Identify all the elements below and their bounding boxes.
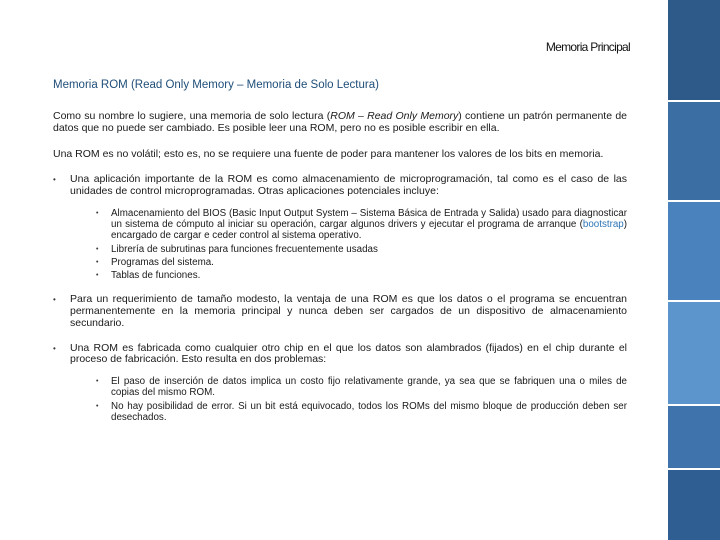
rom-acronym-italic: ROM – Read Only Memory [330, 110, 459, 122]
sub-bullet-dot: • [96, 258, 99, 266]
side-tile [668, 470, 720, 540]
sub-bullet-dot: • [96, 378, 99, 386]
sub-bullet-item [96, 243, 627, 255]
bootstrap-keyword: bootstrap [582, 219, 624, 231]
sub-bullet-dot: • [96, 209, 99, 217]
side-tile [668, 102, 720, 200]
bullet-text: Una ROM es fabricada como cualquier otro chip en el que los datos son alambrados (fijados) en el chip durante el proceso de fabricación. Esto resulta en dos problemas: [70, 341, 627, 366]
bullet-text: Una aplicación importante de la ROM es como almacenamiento de microprogramación, tal como es el caso de las unidades de control microprogramadas. Otras aplicaciones potenciales incluye: [70, 173, 627, 198]
sub-bullet-dot: • [96, 402, 99, 410]
bullet-dot: • [53, 175, 56, 185]
bullet-fabrication [53, 343, 627, 423]
sub-bullet-list [70, 208, 627, 281]
sub-bullet-item [96, 376, 627, 399]
paragraph-non-volatile: Una ROM es no volátil; esto es, no se requiere una fuente de poder para mantener los valores de los bits en memoria. [53, 147, 604, 160]
sub-bullet-text: No hay posibilidad de error. Si un bit está equivocado, todos los ROMs del mismo bloque de producción deben ser desechados. [111, 400, 627, 423]
sub-bullet-item [96, 256, 627, 268]
bullet-dot: • [53, 295, 56, 305]
sub-bullet-text: El paso de inserción de datos implica un costo fijo relativamente grande, ya sea que se fabriquen una o miles de copias del mismo ROM. [111, 376, 627, 399]
bullet-applications [53, 174, 627, 281]
sub-bullet-item [96, 207, 627, 242]
sub-bullet-text: Librería de subrutinas para funciones frecuentemente usadas [111, 243, 378, 255]
side-tile [668, 202, 720, 300]
sub-bullet-text: Almacenamiento del BIOS (Basic Input Output System – Sistema Básica de Entrada y Salida) usado para diagnosticar un sistema de cómputo al iniciar su operación, cargar algunos drivers y ejecutar el programa de arranque ( [111, 207, 627, 231]
side-tile [668, 406, 720, 468]
sub-bullet-item [96, 270, 627, 281]
sub-bullet-text: ) encargado de cargar e ceder control al sistema operativo. [111, 219, 627, 242]
side-tile [668, 0, 720, 100]
sub-bullet-dot: • [96, 272, 99, 279]
side-tile [668, 302, 720, 404]
sub-bullet-text: Tablas de funciones. [111, 270, 201, 281]
paragraph-text: Como su nombre lo sugiere, una memoria de solo lectura ( [53, 110, 331, 122]
slide-subtitle: Memoria ROM (Read Only Memory – Memoria de Solo Lectura) [53, 79, 379, 91]
sub-bullet-dot: • [96, 245, 99, 253]
bullet-advantage [53, 294, 627, 329]
sub-bullet-list [70, 376, 627, 423]
side-decoration-panel [668, 0, 720, 540]
slide-body [53, 111, 627, 436]
paragraph-text: ) contiene un patrón permanente de datos que no puede ser cambiado. Es posible leer una ROM, pero no es posible escribir en ella. [53, 110, 627, 134]
slide-title: Memoria Principal [545, 40, 630, 54]
sub-bullet-text: Programas del sistema. [111, 256, 214, 268]
bullet-dot: • [53, 343, 56, 353]
bullet-text: Para un requerimiento de tamaño modesto, la ventaja de una ROM es que los datos o el programa se encuentran permanentemente en la memoria principal y nunca deben ser cargados de un dispositivo de almacenamiento secundario. [70, 293, 627, 329]
sub-bullet-item [96, 400, 627, 423]
paragraph-rom-definition [53, 111, 627, 135]
